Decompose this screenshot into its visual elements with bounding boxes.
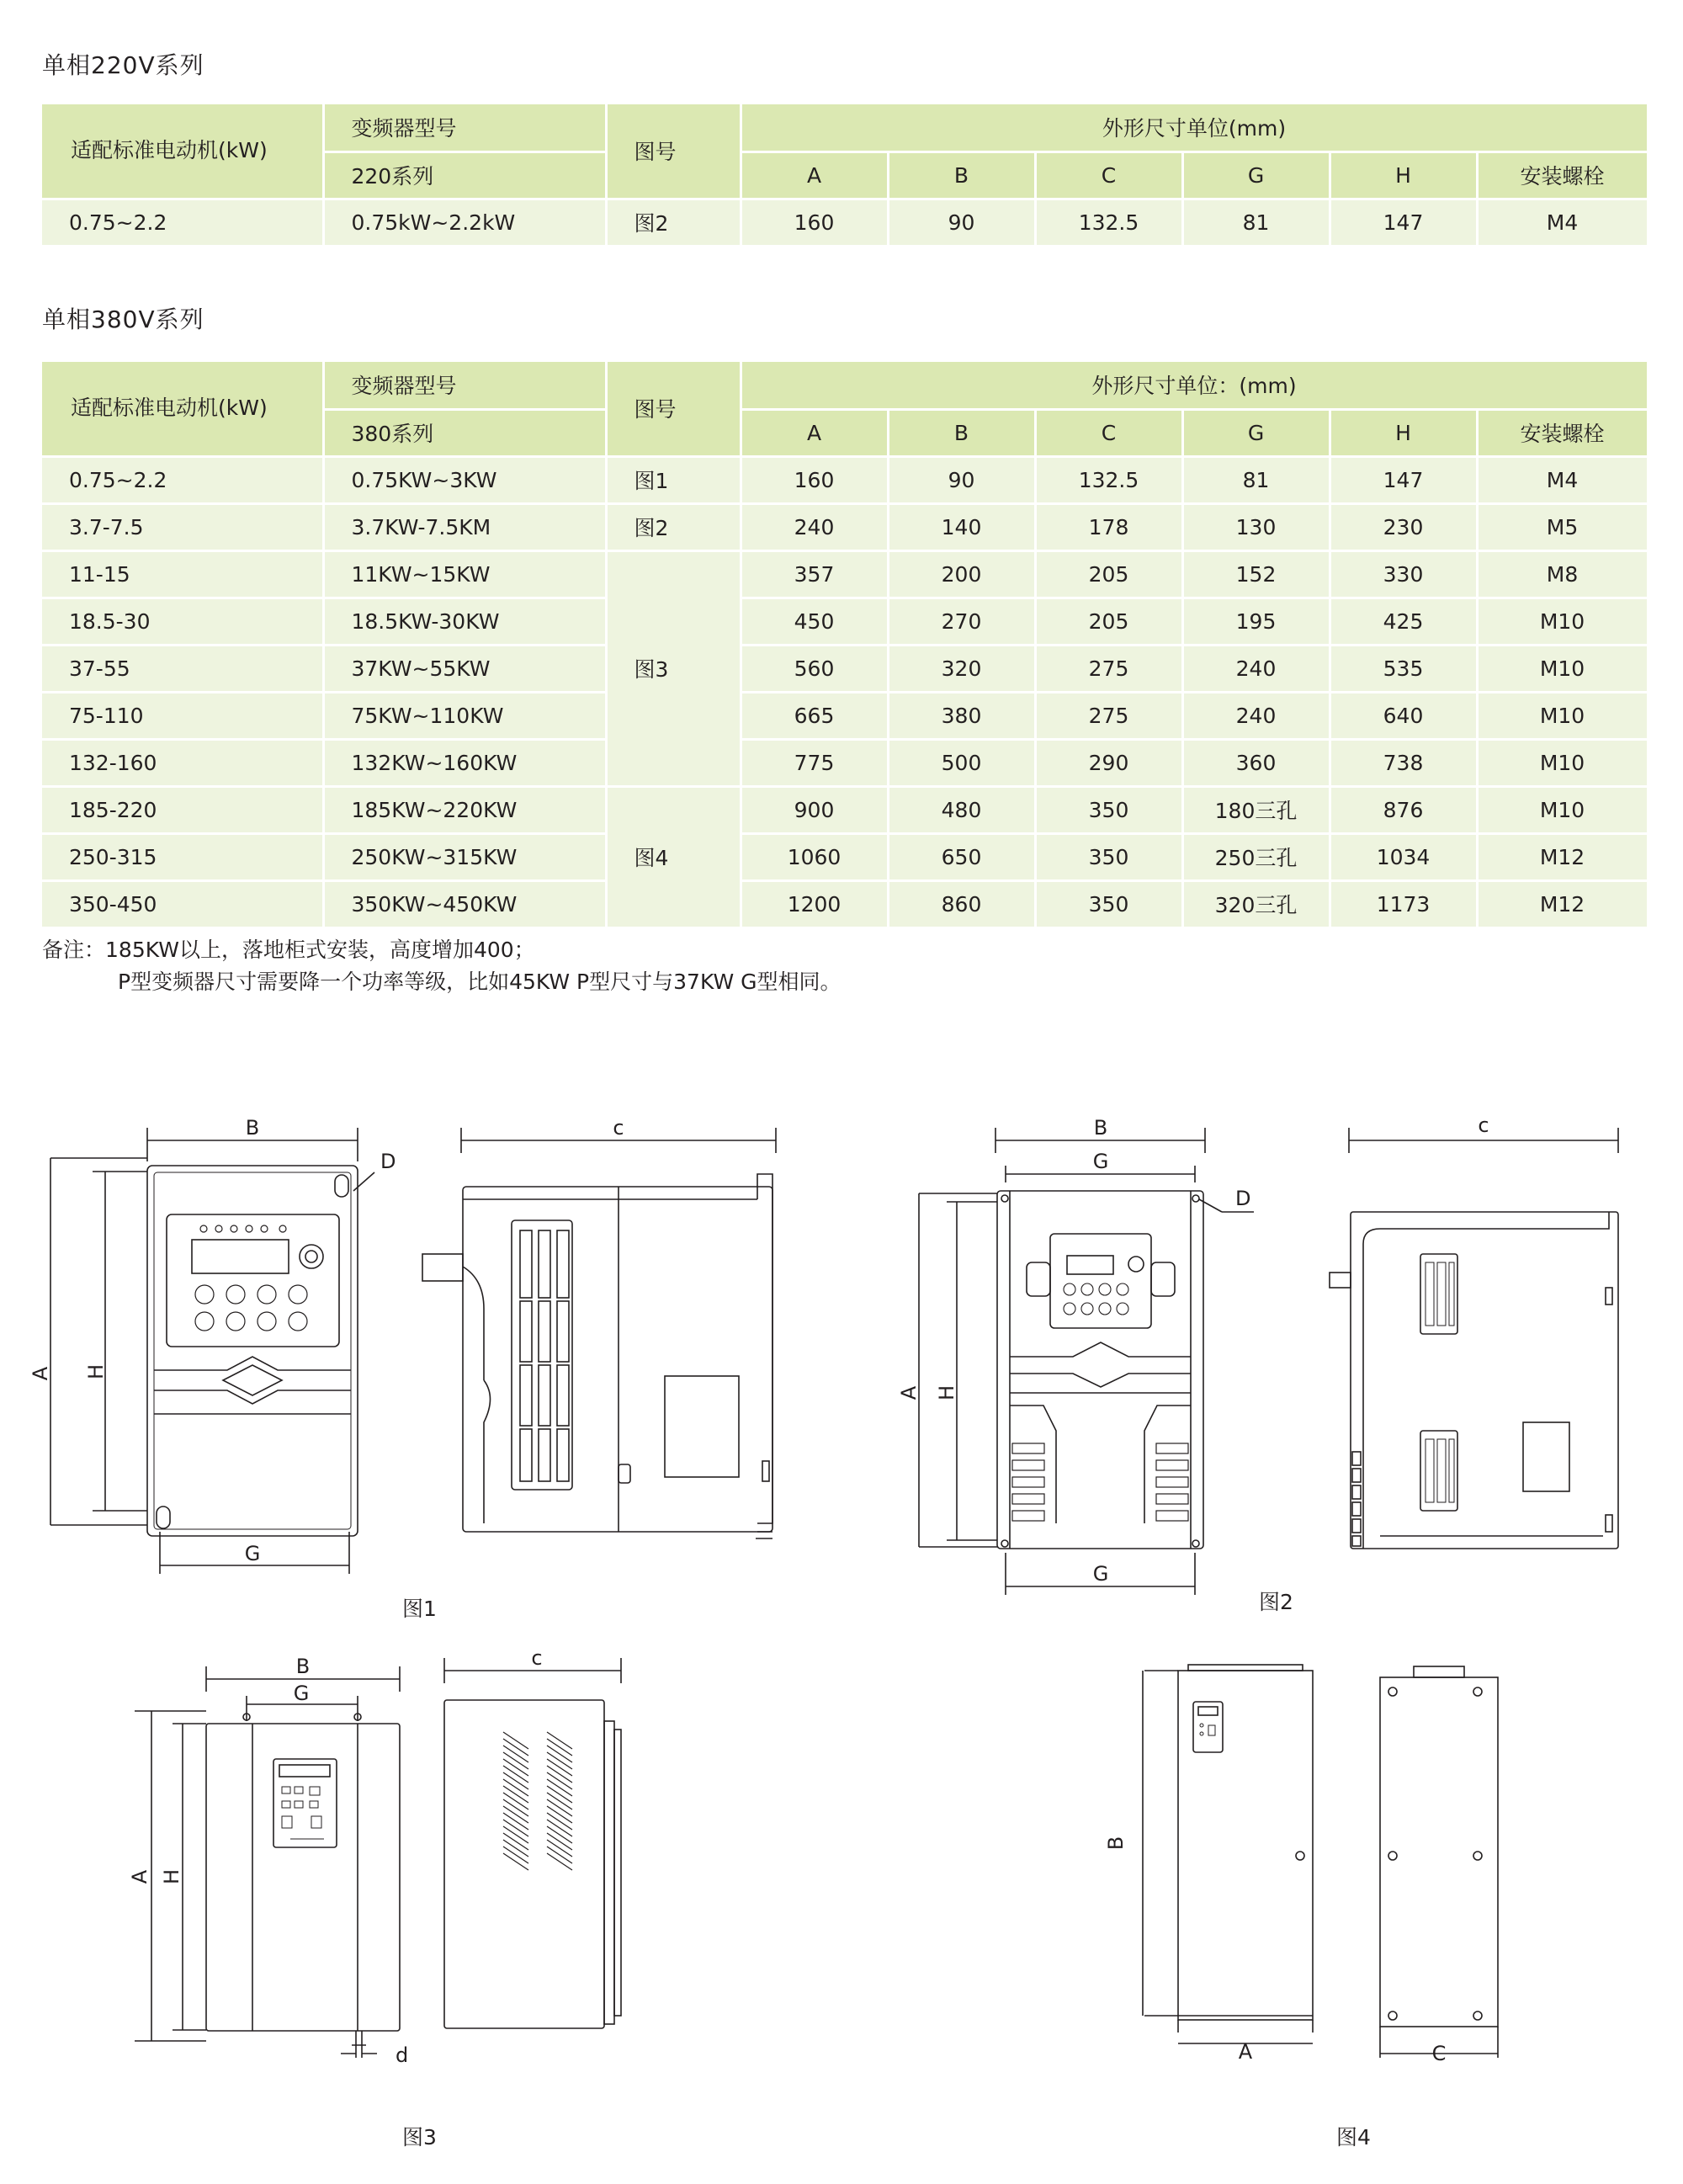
cell-c: 132.5 [1035,456,1182,503]
cell-bolt: M10 [1477,598,1648,645]
cell-b: 270 [888,598,1035,645]
fig2-label-g-top: G [1092,1150,1109,1173]
cell-b: 90 [888,199,1035,246]
cell-fig: 图3 [606,550,741,786]
table1-header-motor: 适配标准电动机(kW) [42,104,323,199]
cell-c: 350 [1035,833,1182,880]
table1-header-dims: 外形尺寸单位(mm) [741,104,1648,151]
cell-bolt: M4 [1477,199,1648,246]
table2-header-motor: 适配标准电动机(kW) [42,362,323,456]
cell-g: 240 [1182,645,1330,692]
cell-model: 350KW~450KW [323,880,606,927]
cell-model: 11KW~15KW [323,550,606,598]
fig1-label-h: H [84,1363,108,1380]
table2-col-c: C [1035,409,1182,456]
fig2-label-g: G [1092,1562,1109,1586]
cell-bolt: M12 [1477,833,1648,880]
cell-fig: 图4 [606,786,741,927]
fig1-side-view [422,1128,776,1538]
table1-col-h: H [1330,151,1477,199]
cell-motor: 250-315 [42,833,323,880]
fig3-caption: 图3 [402,2125,437,2149]
cell-h: 230 [1330,503,1477,550]
cell-h: 1034 [1330,833,1477,880]
cell-a: 450 [741,598,888,645]
cell-h: 147 [1330,199,1477,246]
fig4-caption: 图4 [1336,2125,1371,2149]
cell-bolt: M10 [1477,739,1648,786]
table2-header-fig: 图号 [606,362,741,456]
table2-title: 单相380V系列 [42,306,204,333]
cell-motor: 0.75~2.2 [42,199,323,246]
cell-g: 250三孔 [1182,833,1330,880]
cell-a: 560 [741,645,888,692]
cell-a: 1200 [741,880,888,927]
cell-model: 250KW~315KW [323,833,606,880]
table2-col-b: B [888,409,1035,456]
cell-b: 650 [888,833,1035,880]
fig4-side-view [1380,1666,1498,2058]
cell-motor: 37-55 [42,645,323,692]
cell-c: 132.5 [1035,199,1182,246]
cell-bolt: M10 [1477,692,1648,739]
fig3-front-view [135,1666,400,2058]
cell-bolt: M12 [1477,880,1648,927]
fig1-label-a: A [29,1366,52,1381]
cell-h: 640 [1330,692,1477,739]
cell-model: 75KW~110KW [323,692,606,739]
cell-bolt: M5 [1477,503,1648,550]
table2-col-bolt: 安装螺栓 [1477,409,1648,456]
cell-b: 320 [888,645,1035,692]
fig1-front-view [50,1128,374,1574]
cell-c: 205 [1035,550,1182,598]
cell-h: 876 [1330,786,1477,833]
cell-a: 900 [741,786,888,833]
cell-motor: 350-450 [42,880,323,927]
cell-b: 380 [888,692,1035,739]
cell-b: 200 [888,550,1035,598]
cell-bolt: M4 [1477,456,1648,503]
cell-fig: 图2 [606,199,741,246]
cell-a: 357 [741,550,888,598]
table1-col-b: B [888,151,1035,199]
cell-a: 160 [741,199,888,246]
table2-header-dims: 外形尺寸单位：(mm) [741,362,1648,409]
fig2-label-c: c [1478,1113,1489,1137]
table2-header-model: 变频器型号 [323,362,606,409]
table2-col-a: A [741,409,888,456]
cell-g: 240 [1182,692,1330,739]
fig4-front-view [1143,1665,1313,2043]
cell-motor: 0.75~2.2 [42,456,323,503]
cell-a: 160 [741,456,888,503]
cell-motor: 75-110 [42,692,323,739]
fig2-caption: 图2 [1259,1590,1293,1614]
table1-header-model: 变频器型号 [323,104,606,151]
fig3-side-view [444,1658,621,2028]
cell-g: 180三孔 [1182,786,1330,833]
fig2-label-a: A [897,1385,921,1400]
note-label: 备注： [42,938,106,962]
cell-g: 360 [1182,739,1330,786]
cell-model: 0.75KW~3KW [323,456,606,503]
cell-bolt: M10 [1477,786,1648,833]
cell-b: 860 [888,880,1035,927]
cell-motor: 185-220 [42,786,323,833]
cell-c: 350 [1035,880,1182,927]
cell-fig: 图1 [606,456,741,503]
cell-h: 425 [1330,598,1477,645]
cell-model: 18.5KW-30KW [323,598,606,645]
table1-col-g: G [1182,151,1330,199]
fig3-label-h: H [160,1868,183,1885]
cell-a: 775 [741,739,888,786]
table1-title: 单相220V系列 [42,51,204,79]
cell-c: 275 [1035,645,1182,692]
cell-h: 147 [1330,456,1477,503]
cell-a: 665 [741,692,888,739]
cell-g: 81 [1182,456,1330,503]
table1-col-a: A [741,151,888,199]
cell-b: 500 [888,739,1035,786]
cell-a: 240 [741,503,888,550]
cell-a: 1060 [741,833,888,880]
table1-col-bolt: 安装螺栓 [1477,151,1648,199]
fig2-label-b: B [1093,1116,1108,1140]
cell-motor: 3.7-7.5 [42,503,323,550]
cell-c: 178 [1035,503,1182,550]
cell-model: 132KW~160KW [323,739,606,786]
cell-h: 1173 [1330,880,1477,927]
fig2-front-view [919,1128,1254,1595]
cell-bolt: M8 [1477,550,1648,598]
note-line2: P型变频器尺寸需要降一个功率等级，比如45KW P型尺寸与37KW G型相同。 [118,970,842,994]
fig1-label-c: c [613,1116,624,1140]
fig3-label-g: G [293,1682,310,1705]
cell-g: 195 [1182,598,1330,645]
cell-h: 738 [1330,739,1477,786]
note-line1: 185KW以上，落地柜式安装，高度增加400； [105,938,535,962]
cell-bolt: M10 [1477,645,1648,692]
cell-g: 81 [1182,199,1330,246]
cell-model: 0.75kW~2.2kW [323,199,606,246]
cell-model: 3.7KW-7.5KM [323,503,606,550]
cell-h: 535 [1330,645,1477,692]
cell-b: 140 [888,503,1035,550]
cell-g: 130 [1182,503,1330,550]
cell-model: 185KW~220KW [323,786,606,833]
fig4-label-c: C [1431,2042,1447,2065]
cell-motor: 11-15 [42,550,323,598]
table2-col-h: H [1330,409,1477,456]
cell-fig: 图2 [606,503,741,550]
table2-col-g: G [1182,409,1330,456]
cell-c: 275 [1035,692,1182,739]
cell-c: 205 [1035,598,1182,645]
fig3-label-a: A [128,1869,151,1884]
fig2-label-h: H [935,1384,958,1401]
fig4-label-a: A [1238,2040,1253,2064]
fig1-label-g: G [244,1542,261,1565]
cell-motor: 132-160 [42,739,323,786]
table2-header-series: 380系列 [323,409,606,456]
fig1-label-b: B [245,1116,260,1140]
table1-header-fig: 图号 [606,104,741,199]
cell-b: 90 [888,456,1035,503]
fig1-caption: 图1 [402,1597,437,1621]
cell-c: 290 [1035,739,1182,786]
cell-c: 350 [1035,786,1182,833]
fig3-label-b: B [295,1655,311,1678]
table1-col-c: C [1035,151,1182,199]
cell-g: 320三孔 [1182,880,1330,927]
fig2-side-view [1330,1128,1618,1549]
cell-model: 37KW~55KW [323,645,606,692]
cell-motor: 18.5-30 [42,598,323,645]
fig4-label-b: B [1104,1836,1128,1851]
cell-g: 152 [1182,550,1330,598]
fig3-label-d: d [396,2043,409,2067]
fig1-label-d: D [380,1150,396,1173]
table1-header-series: 220系列 [323,151,606,199]
cell-h: 330 [1330,550,1477,598]
cell-b: 480 [888,786,1035,833]
fig2-label-d: D [1235,1187,1251,1210]
fig3-label-c: c [531,1646,543,1670]
